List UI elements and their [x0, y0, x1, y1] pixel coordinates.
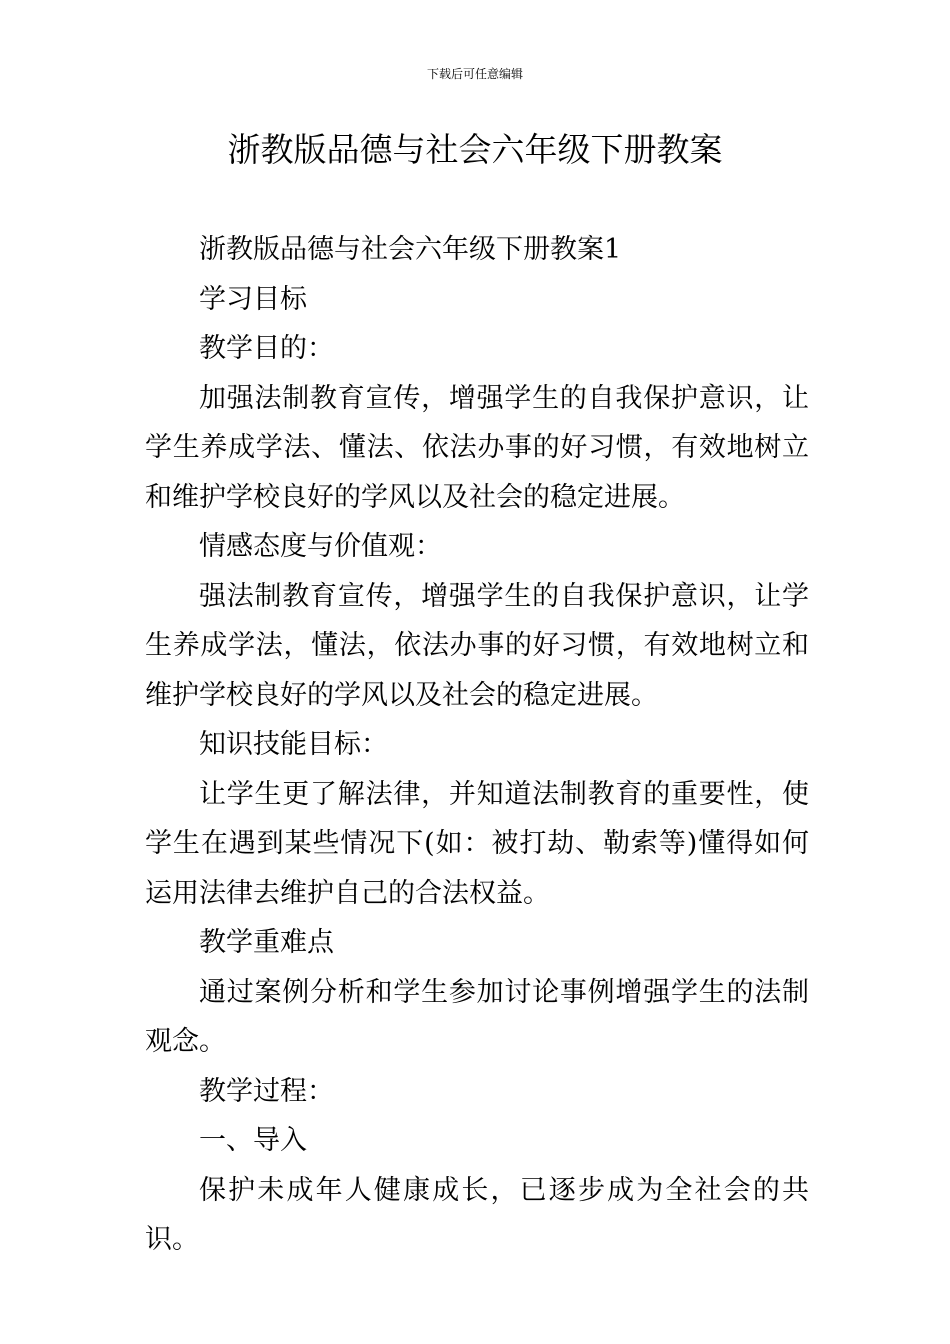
paragraph-skills: 让学生更了解法律，并知道法制教育的重要性，使学生在遇到某些情况下(如：被打劫、勒索等)懂得如何运用法律去维护自己的合法权益。 [145, 778, 809, 909]
paragraph-attitude: 强法制教育宣传，增强学生的自我保护意识，让学生养成学法，懂法，依法办事的好习惯，有效地树立和维护学校良好的学风以及社会的稳定进展。 [145, 580, 809, 711]
paragraph-learning-goals: 学习目标 [199, 283, 307, 315]
paragraph-attitude-label: 情感态度与价值观： [199, 531, 442, 562]
document-body [145, 225, 809, 1265]
document-title: 浙教版品德与社会六年级下册教案 [227, 130, 723, 169]
paragraph-introduction-label: 一、导入 [199, 1125, 307, 1156]
paragraph-section-heading: 浙教版品德与社会六年级下册教案1 [199, 234, 622, 265]
paragraph-key-points: 通过案例分析和学生参加讨论事例增强学生的法制观念。 [145, 976, 809, 1057]
paragraph-process-label: 教学过程： [199, 1075, 334, 1107]
paragraph-teaching-purpose-label: 教学目的： [199, 333, 334, 364]
paragraph-key-points-label: 教学重难点 [199, 927, 334, 958]
paragraph-introduction: 保护未成年人健康成长，已逐步成为全社会的共识。 [145, 1174, 809, 1255]
paragraph-teaching-purpose: 加强法制教育宣传，增强学生的自我保护意识，让学生养成学法、懂法、依法办事的好习惯，有效地树立和维护学校良好的学风以及社会的稳定进展。 [145, 382, 809, 513]
paragraph-skills-label: 知识技能目标： [199, 729, 388, 760]
header-note: 下载后可任意编辑 [426, 67, 523, 81]
